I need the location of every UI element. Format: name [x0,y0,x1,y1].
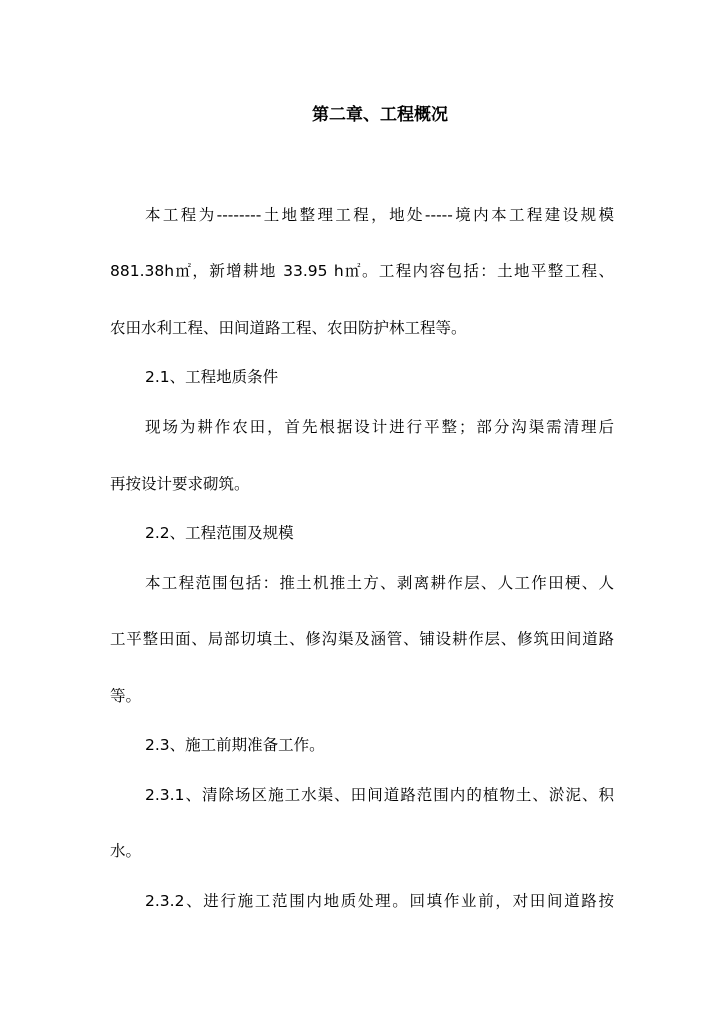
paragraph-line: 本工程为--------土地整理工程，地处-----境内本工程建设规模 [145,206,614,224]
chapter-title: 第二章、工程概况 [312,105,448,125]
paragraph-line: 工平整田面、局部切填土、修沟渠及涵管、铺设耕作层、修筑田间道路 [110,630,614,648]
paragraph-line: 再按设计要求砌筑。 [110,475,250,493]
paragraph-line: 农田水利工程、田间道路工程、农田防护林工程等。 [110,319,467,337]
section-heading: 2.3、施工前期准备工作。 [145,736,325,754]
paragraph-line: 2.3.1、清除场区施工水渠、田间道路范围内的植物土、淤泥、积 [145,786,614,804]
paragraph-line: 水。 [110,842,142,860]
paragraph-line: 2.3.2、进行施工范围内地质处理。回填作业前，对田间道路按 [145,892,614,910]
paragraph-line: 等。 [110,687,142,705]
section-heading: 2.1、工程地质条件 [145,368,279,386]
paragraph-line: 本工程范围包括：推土机推土方、剥离耕作层、人工作田梗、人 [145,574,614,592]
section-heading: 2.2、工程范围及规模 [145,524,294,542]
paragraph-line: 881.38h㎡，新增耕地 33.95 h㎡。工程内容包括：土地平整工程、 [110,262,614,280]
paragraph-line: 现场为耕作农田，首先根据设计进行平整；部分沟渠需清理后 [145,418,614,436]
